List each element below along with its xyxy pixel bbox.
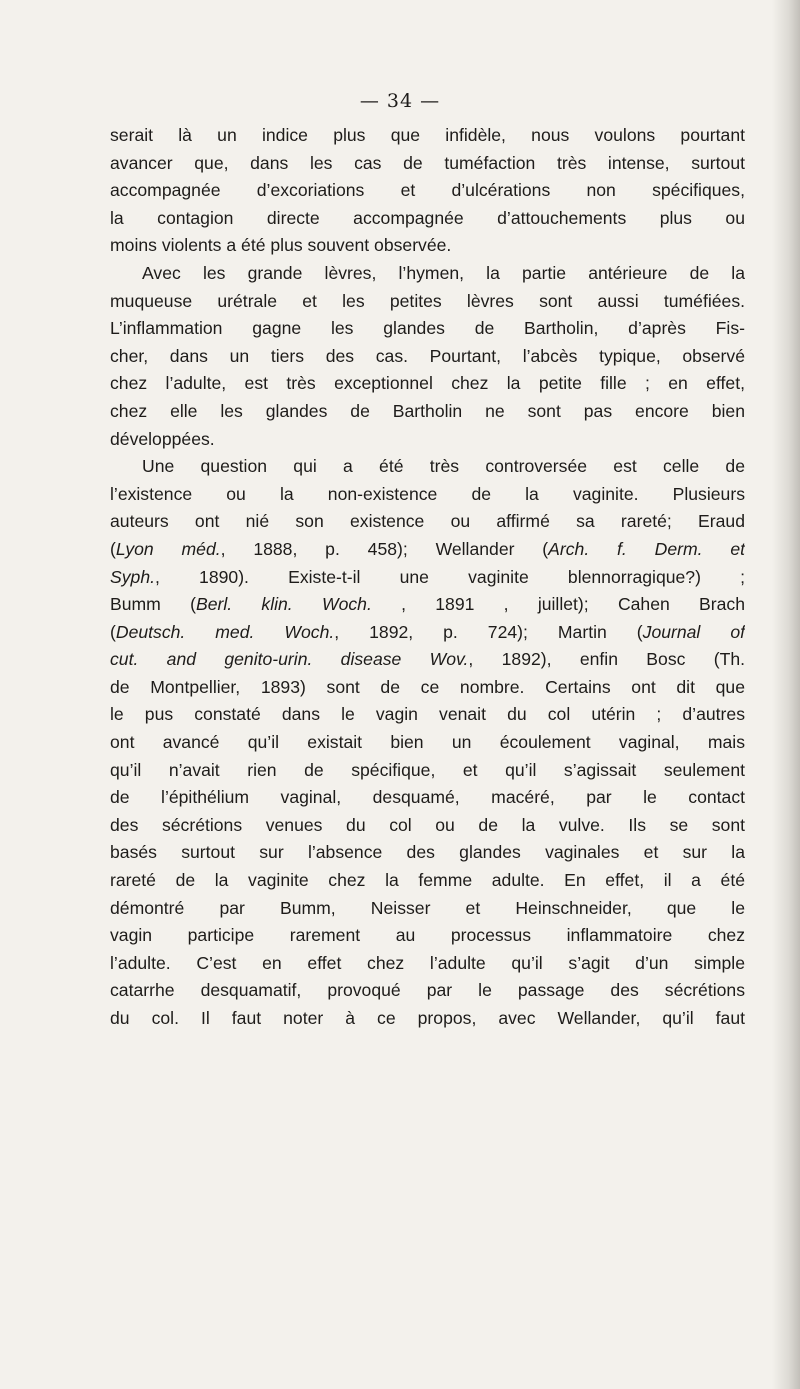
- text-line: [110, 757, 745, 785]
- text-line: [110, 729, 745, 757]
- text-segment: vagin participe rarement au processus inflammatoire chez: [110, 925, 745, 946]
- text-segment: , 1890). Existe-t-il une vaginite blennorragique?) ;: [155, 566, 745, 587]
- text-segment: le pus constaté dans le vagin venait du col utérin ; d’autres: [110, 704, 745, 725]
- text-segment: (: [110, 621, 116, 642]
- text-segment: L’inflammation gagne les glandes de Bartholin, d’après Fis-: [110, 318, 745, 339]
- text-line: [110, 867, 745, 895]
- text-line: [110, 812, 745, 840]
- text-segment: ont avancé qu’il existait bien un écoulement vaginal, mais: [110, 732, 745, 753]
- text-segment: chez l’adulte, est très exceptionnel chez la petite fille ; en effet,: [110, 373, 745, 394]
- citation-italic: Deutsch. med. Woch.: [115, 621, 335, 642]
- text-line: [110, 977, 745, 1005]
- text-segment: développées.: [110, 428, 215, 449]
- text-segment: la contagion directe accompagnée d’attouchements plus ou: [110, 207, 745, 228]
- text-segment: Une question qui a été très controversée est celle de: [142, 456, 745, 477]
- text-segment: moins violents a été plus souvent observée.: [110, 235, 452, 256]
- text-line: [110, 674, 745, 702]
- text-line: [110, 839, 745, 867]
- text-line: [110, 950, 745, 978]
- text-segment: Bumm (: [110, 594, 196, 615]
- text-segment: basés surtout sur l’absence des glandes vaginales et sur la: [110, 842, 745, 863]
- text-line: [110, 177, 745, 205]
- text-line: [110, 508, 745, 536]
- text-segment: cher, dans un tiers des cas. Pourtant, l’abcès typique, observé: [110, 345, 745, 366]
- text-line: [110, 895, 745, 923]
- text-line: [110, 370, 745, 398]
- text-segment: avancer que, dans les cas de tuméfaction très intense, surtout: [110, 152, 745, 173]
- text-line: [110, 315, 745, 343]
- text-line: [110, 205, 745, 233]
- text-line: [110, 536, 745, 564]
- text-segment: des sécrétions venues du col ou de la vulve. Ils se sont: [110, 814, 745, 835]
- text-segment: accompagnée d’excoriations et d’ulcérations non spécifiques,: [110, 180, 745, 201]
- text-segment: l’adulte. C’est en effet chez l’adulte qu’il s’agit d’un simple: [110, 952, 745, 973]
- text-segment: , 1892, p. 724); Martin (: [334, 621, 643, 642]
- page-number: — 34 —: [359, 90, 441, 112]
- text-segment: qu’il n’avait rien de spécifique, et qu’il s’agissait seulement: [110, 759, 745, 780]
- text-segment: de l’épithélium vaginal, desquamé, macéré, par le contact: [110, 787, 745, 808]
- citation-italic: cut. and genito-urin. disease Wov.: [110, 649, 469, 670]
- text-segment: Avec les grande lèvres, l’hymen, la partie antérieure de la: [142, 262, 745, 283]
- citation-italic: Journal of: [642, 621, 745, 642]
- citation-italic: Berl. klin. Woch.: [195, 594, 372, 615]
- text-line: [110, 1005, 745, 1033]
- text-line: [110, 426, 745, 454]
- text-segment: l’existence ou la non-existence de la vaginite. Plusieurs: [110, 483, 745, 504]
- text-segment: , 1888, p. 458); Wellander (: [220, 538, 549, 559]
- text-segment: rareté de la vaginite chez la femme adulte. En effet, il a été: [110, 870, 745, 891]
- text-segment: (: [110, 538, 116, 559]
- text-line: [110, 260, 745, 288]
- citation-italic: Arch. f. Derm. et: [548, 538, 745, 559]
- text-line: [110, 646, 745, 674]
- text-segment: du col. Il faut noter à ce propos, avec Wellander, qu’il faut: [110, 1008, 745, 1028]
- text-segment: , 1891 , juillet); Cahen Brach: [371, 594, 745, 615]
- text-line: [110, 922, 745, 950]
- text-line: [110, 398, 745, 426]
- text-line: [110, 591, 745, 619]
- text-line: [110, 288, 745, 316]
- text-segment: de Montpellier, 1893) sont de ce nombre. Certains ont dit que: [110, 676, 745, 697]
- text-line: [110, 232, 745, 260]
- text-segment: catarrhe desquamatif, provoqué par le passage des sécrétions: [110, 980, 745, 1001]
- text-line: [110, 701, 745, 729]
- citation-italic: Syph.: [110, 566, 155, 587]
- text-line: [110, 564, 745, 592]
- text-segment: muqueuse urétrale et les petites lèvres sont aussi tuméfiées.: [110, 290, 745, 311]
- text-line: [110, 784, 745, 812]
- body-text: [110, 122, 745, 1033]
- text-line: [110, 481, 745, 509]
- text-line: [110, 343, 745, 371]
- text-segment: , 1892), enfin Bosc (Th.: [468, 649, 745, 670]
- citation-italic: Lyon méd.: [115, 538, 221, 559]
- text-segment: chez elle les glandes de Bartholin ne sont pas encore bien: [110, 400, 745, 421]
- text-line: [110, 150, 745, 178]
- text-line: [110, 619, 745, 647]
- text-segment: serait là un indice plus que infidèle, nous voulons pourtant: [110, 125, 745, 145]
- text-segment: démontré par Bumm, Neisser et Heinschneider, que le: [110, 897, 745, 918]
- text-line: [110, 453, 745, 481]
- scan-edge-shadow: [772, 0, 800, 1389]
- text-segment: auteurs ont nié son existence ou affirmé sa rareté; Eraud: [110, 511, 745, 532]
- text-line: [110, 122, 745, 150]
